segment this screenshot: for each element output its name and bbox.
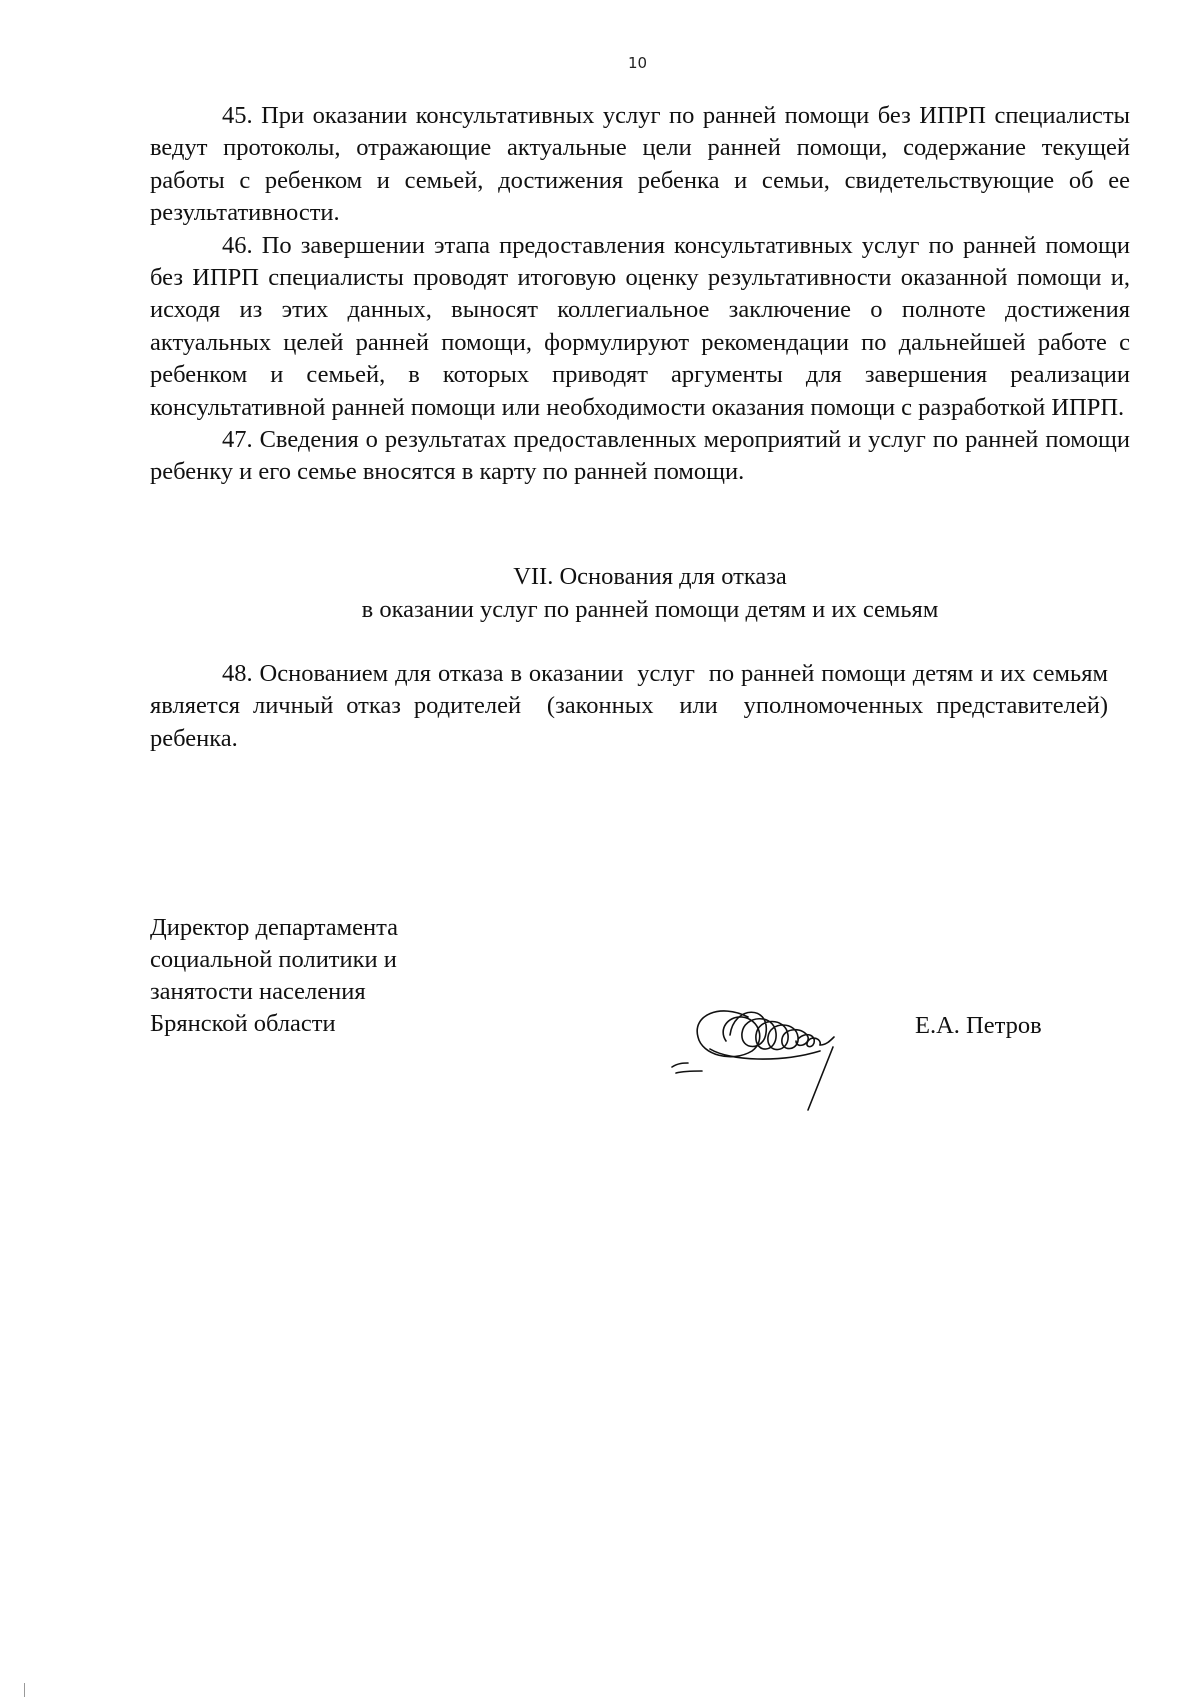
signer-name: Е.А. Петров xyxy=(915,1012,1042,1039)
scan-margin-mark xyxy=(24,1683,25,1697)
paragraph-45: 45. При оказании консультативных услуг по ранней помощи без ИПРП специалисты ведут протоколы, отражающие актуальные цели ранней помощи, содержание текущей работы с ребенком и семьей, достижения ребенка и семьи, свидетельствующие об ее результативности. xyxy=(150,102,1130,227)
document-body-section-7 xyxy=(150,658,1121,755)
signatory-title-line-2: социальной политики и xyxy=(150,946,397,973)
handwritten-signature xyxy=(670,975,890,1125)
paragraph-47: 47. Сведения о результатах предоставленных мероприятий и услуг по ранней помощи ребенку и его семье вносятся в карту по ранней помощи. xyxy=(150,426,1130,486)
section-heading xyxy=(150,560,1150,626)
signatory-title-line-4: Брянской области xyxy=(150,1010,336,1037)
section-heading-line-1: VII. Основания для отказа xyxy=(513,563,787,590)
paragraph-46: 46. По завершении этапа предоставления консультативных услуг по ранней помощи без ИПРП специалисты проводят итоговую оценку результативности оказанной помощи и, исходя из этих данных, выносят коллегиальное заключение о полноте достижения актуальных целей ранней помощи, формулируют рекомендации по дальнейшей работе с ребенком и семьей, в которых приводят аргументы для завершения реализации консультативной ранней помощи или необходимости оказания помощи с разработкой ИПРП. xyxy=(150,231,1130,421)
page-number: 10 xyxy=(627,54,648,72)
document-body xyxy=(150,100,1130,489)
paragraph-48: 48. Основанием для отказа в оказании услуг по ранней помощи детям и их семьям является личный отказ родителей (законных или уполномоченных представителей) ребенка. xyxy=(150,660,1121,752)
signatory-title xyxy=(150,912,510,1040)
signatory-title-line-1: Директор департамента xyxy=(150,914,399,941)
section-heading-line-2: в оказании услуг по ранней помощи детям и их семьям xyxy=(361,596,939,623)
signatory-title-line-3: занятости населения xyxy=(150,978,366,1005)
